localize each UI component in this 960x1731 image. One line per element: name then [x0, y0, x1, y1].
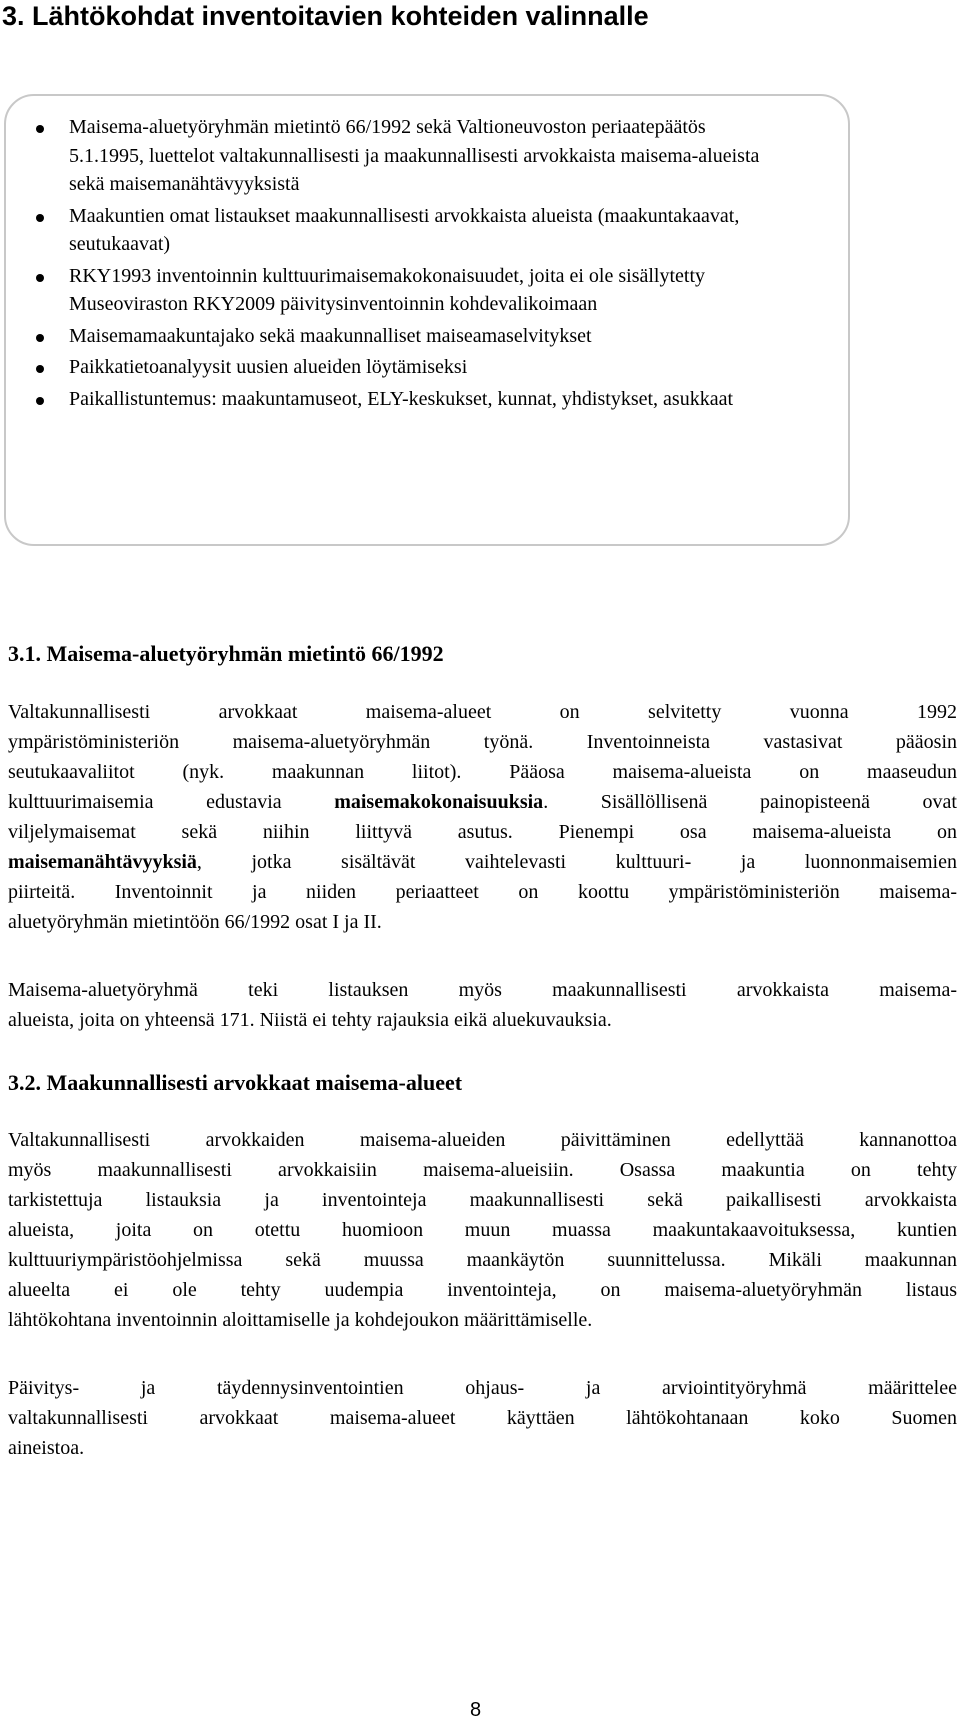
page-heading: 3. Lähtökohdat inventoitavien kohteiden valinnalle [2, 1, 649, 31]
emphasis-term: maisemakokonaisuuksia [334, 791, 544, 813]
bullet-icon [36, 274, 44, 282]
section-3-2-heading: 3.2. Maakunnallisesti arvokkaat maisema-alueet [8, 1070, 463, 1095]
section-3-2-paragraph-2: Päivitys- ja täydennysinventointien ohjaus- ja arviointityöryhmä määrittelee valtakunnallisesti arvokkaat maisema-alueet käyttäen lähtökohtanaan koko Suomen aineistoa. [8, 1377, 957, 1459]
bullet-icon [36, 397, 44, 405]
section-3-1-heading: 3.1. Maisema-aluetyöryhmän mietintö 66/1992 [8, 641, 444, 666]
list-item: Paikallistuntemus: maakuntamuseot, ELY-keskukset, kunnat, yhdistykset, asukkaat [6, 385, 766, 414]
bullet-icon [36, 214, 44, 222]
page-number: 8 [470, 1699, 482, 1721]
emphasis-term: maisemanähtävyyksiä [8, 851, 197, 873]
list-item: Maakuntien omat listaukset maakunnallisesti arvokkaista alueista (maakuntakaavat, seutukaavat) [6, 202, 766, 259]
bullet-icon [36, 334, 44, 342]
list-item: Maisema-aluetyöryhmän mietintö 66/1992 sekä Valtioneuvoston periaatepäätös 5.1.1995, luettelot valtakunnallisesti ja maakunnallisesti arvokkaista maisema-alueista sekä maisemanähtävyyksistä [6, 113, 766, 199]
section-3-1-paragraph-2: Maisema-aluetyöryhmä teki listauksen myös maakunnallisesti arvokkaista maisema- alueista, joita on yhteensä 171. Niistä ei tehty rajauksia eikä aluekuvauksia. [8, 979, 957, 1031]
sources-list [6, 113, 766, 413]
section-3-1-paragraph-1: Valtakunnallisesti arvokkaat maisema-alueet on selvitetty vuonna 1992 ympäristöministeriön maisema-aluetyöryhmän työnä. Inventoinneista vastasivat pääosin seutukaavaliitot (nyk. maakunnan liitot). Pääosa maisema-alueista on maaseudun kulttuurimaisemia edustavia maisemakokonaisuuksia. Sisällöllisenä painopisteenä ovat viljelymaisemat sekä niihin liittyvä asutus. Pienempi osa maisema-alueista on maisemanähtävyyksiä, jotka sisältävät vaihtelevasti kulttuuri- ja luonnonmaisemien piirteitä. Inventoinnit ja niiden periaatteet on koottu ympäristöministeriön maisema- aluetyöryhmän mietintöön 66/1992 osat I ja II. [8, 701, 957, 933]
bullet-icon [36, 125, 44, 133]
list-item: Paikkatietoanalyysit uusien alueiden löytämiseksi [6, 353, 766, 382]
sources-box [4, 94, 850, 546]
list-item: RKY1993 inventoinnin kulttuurimaisemakokonaisuudet, joita ei ole sisällytetty Museoviraston RKY2009 päivitysinventoinnin kohdevalikoimaan [6, 262, 766, 319]
list-item: Maisemamaakuntajako sekä maakunnalliset maiseamaselvitykset [6, 322, 766, 351]
bullet-icon [36, 365, 44, 373]
section-3-2-paragraph-1: Valtakunnallisesti arvokkaiden maisema-alueiden päivittäminen edellyttää kannanottoa myös maakunnallisesti arvokkaisiin maisema-alueisiin. Osassa maakuntia on tehty tarkistettuja listauksia ja inventointeja maakunnallisesti sekä paikallisesti arvokkaista alueista, joita on otettu huomioon muun muassa maakuntakaavoituksessa, kuntien kulttuuriympäristöohjelmissa sekä muussa maankäytön suunnittelussa. Mikäli maakunnan alueelta ei ole tehty uudempia inventointeja, on maisema-aluetyöryhmän listaus lähtökohtana inventoinnin aloittamiselle ja kohdejoukon määrittämiselle. [8, 1129, 957, 1331]
